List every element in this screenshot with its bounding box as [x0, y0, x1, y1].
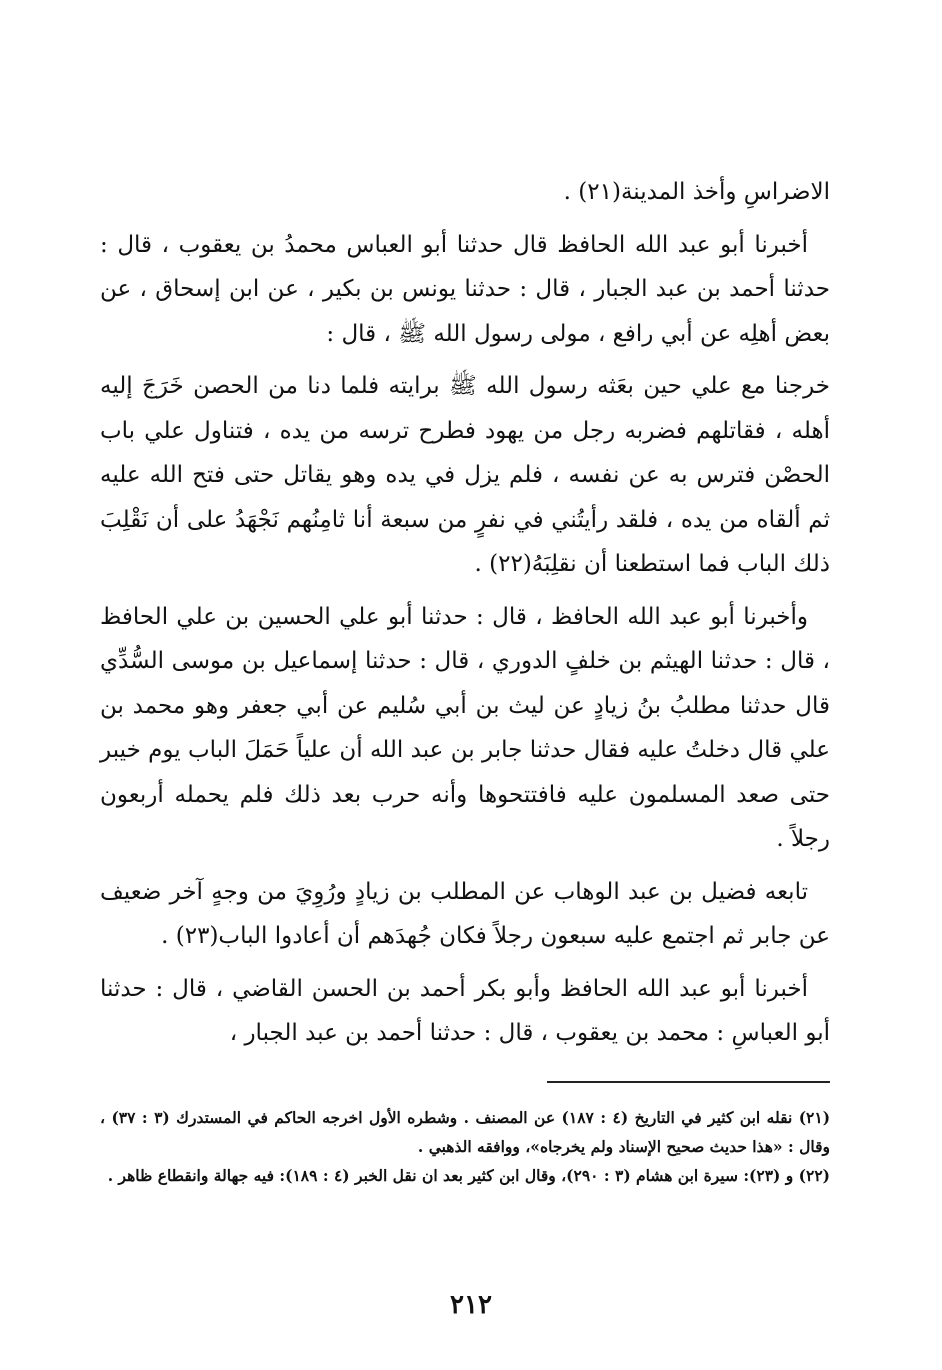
page-number: ٢١٢	[450, 1290, 492, 1320]
footnote-21: (٢١) نقله ابن كثير في التاريخ (٤ : ١٨٧) عن المصنف . وشطره الأول اخرجه الحاكم في المستدرك (٣ : ٣٧) ، وقال : «هذا حديث صحيح الإسناد ولم يخرجاه»، ووافقه الذهبي .	[100, 1108, 831, 1156]
paragraph-6: أخبرنا أبو عبد الله الحافظ وأبو بكر أحمد بن الحسن القاضي ، قال : حدثنا أبو العباسِ : محمد بن يعقوب ، قال : حدثنا أحمد بن عبد الجبار ،	[100, 975, 830, 1046]
paragraph-2: أخبرنا أبو عبد الله الحافظ قال حدثنا أبو العباس محمدُ بن يعقوب ، قال : حدثنا أحمد بن عبد الجبار ، قال : حدثنا يونس بن بكير ، عن ابن إسحاق ، عن بعض أهلِه عن أبي رافع ، مولى رسول الله ﷺ ، قال :	[100, 231, 830, 347]
paragraph-4: وأخبرنا أبو عبد الله الحافظ ، قال : حدثنا أبو علي الحسين بن علي الحافظ ، قال : حدثنا الهيثم بن خلفٍ الدوري ، قال : حدثنا إسماعيل بن موسى السُّدِّي قال حدثنا مطلبُ بنُ زيادٍ عن ليث بن أبي سُليم عن أبي جعفر وهو محمد بن علي قال دخلتُ عليه فقال حدثنا جابر بن عبد الله أن علياً حَمَلَ الباب يوم خيبر حتى صعد المسلمون عليه فافتتحوها وأنه حرب بعد ذلك فلم يحمله أربعون رجلاً .	[100, 603, 830, 852]
main-text	[100, 170, 830, 1056]
paragraph-3: خرجنا مع علي حين بعَثه رسول الله ﷺ برايته فلما دنا من الحصن خَرَجَ إليه أهله ، فقاتلهم فضربه رجل من يهود فطرح ترسه من يده ، فتناول علي باب الحصْن فترس به عن نفسه ، فلم يزل في يده وهو يقاتل حتى فتح الله عليه ثم ألقاه من يده ، فلقد رأيتُني في نفرٍ من سبعة أنا ثامِنُهم نَجْهَدُ على أن نَقْلِبَ ذلك الباب فما استطعنا أن نقلِبَهُ(٢٢) .	[100, 373, 830, 577]
footnotes	[100, 1103, 830, 1190]
footnote-22-23: (٢٢) و (٢٣): سيرة ابن هشام (٣ : ٢٩٠)، وقال ابن كثير بعد ان نقل الخبر (٤ : ١٨٩): فيه جهالة وانقطاع ظاهر .	[107, 1166, 830, 1185]
paragraph-5: تابعه فضيل بن عبد الوهاب عن المطلب بن زيادٍ ورُوِيَ من وجهٍ آخر ضعيف عن جابر ثم اجتمع عليه سبعون رجلاً فكان جُهدَهم أن أعادوا الباب(٢٣) .	[100, 878, 830, 949]
footnote-separator	[547, 1081, 830, 1083]
paragraph-1: الاضراسِ وأخذ المدينة(٢١) .	[563, 179, 830, 205]
